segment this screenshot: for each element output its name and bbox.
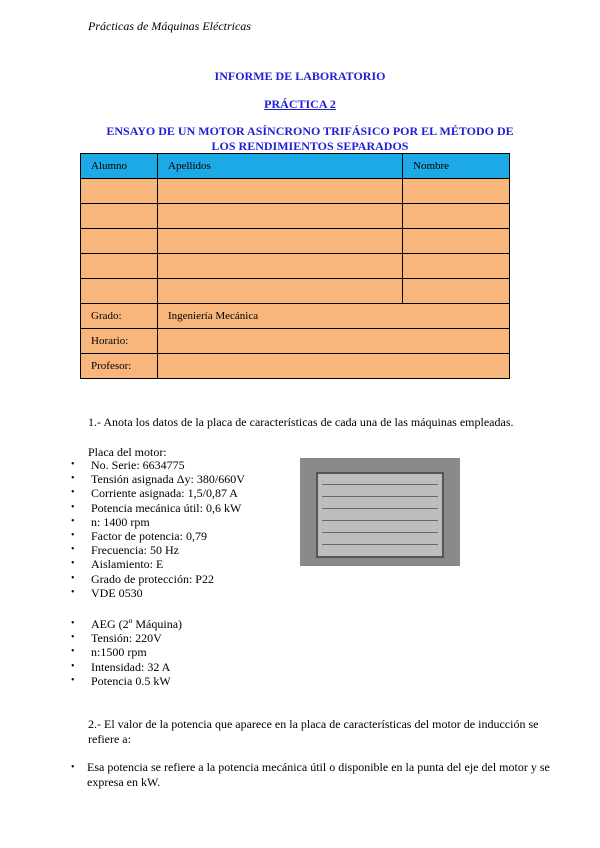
nombre-cell[interactable] (403, 204, 510, 229)
table-row (81, 179, 510, 204)
nameplate-line (322, 508, 438, 509)
alumno-cell[interactable] (81, 254, 158, 279)
profesor-value[interactable] (158, 354, 510, 379)
list-item: • Grado de protección: P22 (65, 572, 245, 586)
nombre-cell[interactable] (403, 279, 510, 304)
table-row (81, 254, 510, 279)
subject-title: ENSAYO DE UN MOTOR ASÍNCRONO TRIFÁSICO POR EL MÉTODO DE LOS RENDIMIENTOS SEPARADOS (106, 124, 514, 153)
question-1: 1.- Anota los datos de la placa de características de cada una de las máquinas empleadas. (88, 415, 514, 429)
list-item: • Corriente asignada: 1,5/0,87 A (65, 486, 245, 500)
profesor-label: Profesor: (81, 354, 158, 379)
nombre-cell[interactable] (403, 179, 510, 204)
motor-nameplate-photo (300, 458, 460, 566)
list-item: • Factor de potencia: 0,79 (65, 529, 245, 543)
table-header-row (81, 154, 510, 179)
list-item: • Aislamiento: E (65, 557, 245, 571)
machine2-specs-list (65, 617, 182, 688)
header-apellidos: Apellidos (158, 154, 403, 179)
report-title: INFORME DE LABORATORIO (214, 69, 386, 83)
table-row (81, 229, 510, 254)
horario-label: Horario: (81, 329, 158, 354)
nameplate-line (322, 484, 438, 485)
apellidos-cell[interactable] (158, 179, 403, 204)
nameplate-line (322, 532, 438, 533)
alumno-cell[interactable] (81, 279, 158, 304)
question-2: 2.- El valor de la potencia que aparece en la placa de características del motor de inducción se refiere a: (88, 717, 539, 746)
alumno-cell[interactable] (81, 179, 158, 204)
plate-title: Placa del motor: (88, 445, 167, 459)
apellidos-cell[interactable] (158, 229, 403, 254)
table-row (81, 204, 510, 229)
list-item: • Potencia mecánica útil: 0,6 kW (65, 501, 245, 515)
table-row (81, 279, 510, 304)
apellidos-cell[interactable] (158, 204, 403, 229)
nombre-cell[interactable] (403, 229, 510, 254)
apellidos-cell[interactable] (158, 279, 403, 304)
list-item: • Potencia 0.5 kW (65, 674, 182, 688)
practice-title: PRÁCTICA 2 (264, 97, 336, 111)
grado-value[interactable]: Ingeniería Mecánica (158, 304, 510, 329)
horario-row (81, 329, 510, 354)
horario-value[interactable] (158, 329, 510, 354)
list-item: • No. Serie: 6634775 (65, 458, 245, 472)
nameplate-line (322, 496, 438, 497)
motor-specs-list (65, 458, 245, 600)
header-nombre: Nombre (403, 154, 510, 179)
student-table (80, 153, 510, 379)
list-item: • AEG (2º Máquina) (65, 617, 182, 631)
header-alumno: Alumno (81, 154, 158, 179)
list-item: • Tensión: 220V (65, 631, 182, 645)
nameplate-panel (316, 472, 444, 558)
nombre-cell[interactable] (403, 254, 510, 279)
answer-2 (65, 760, 567, 790)
bullet-icon: • (71, 762, 75, 773)
nameplate-line (322, 544, 438, 545)
document-header: Prácticas de Máquinas Eléctricas (88, 19, 251, 33)
list-item: • n:1500 rpm (65, 645, 182, 659)
list-item: • n: 1400 rpm (65, 515, 245, 529)
profesor-row (81, 354, 510, 379)
list-item: • Frecuencia: 50 Hz (65, 543, 245, 557)
apellidos-cell[interactable] (158, 254, 403, 279)
alumno-cell[interactable] (81, 204, 158, 229)
nameplate-line (322, 520, 438, 521)
grado-label: Grado: (81, 304, 158, 329)
list-item: • Tensión asignada Δy: 380/660V (65, 472, 245, 486)
alumno-cell[interactable] (81, 229, 158, 254)
answer-2-text: Esa potencia se refiere a la potencia mecánica útil o disponible en la punta del eje del motor y se expresa en kW. (87, 760, 550, 789)
list-item: • VDE 0530 (65, 586, 245, 600)
grado-row (81, 304, 510, 329)
list-item: • Intensidad: 32 A (65, 660, 182, 674)
